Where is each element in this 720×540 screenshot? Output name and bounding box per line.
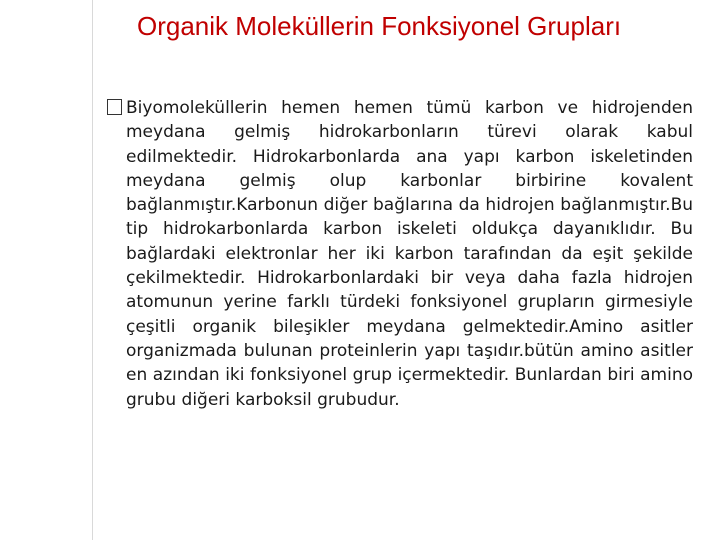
left-divider-line <box>92 0 93 540</box>
slide-title: Organik Moleküllerin Fonksiyonel Grupları <box>137 11 622 41</box>
bullet-paragraph: Biyomoleküllerin hemen hemen tümü karbon ve hidrojenden meydana gelmiş hidrokarbonların türevi olarak kabul edilmektedir. Hidrokarbonlarda ana yapı karbon iskeletinden meydana gelmiş olup karbonlar birbirine kovalent bağlanmıştır.Karbonun diğer bağlarına da hidrojen bağlanmıştır.Bu tip hidrokarbonlarda karbon iskeleti oldukça dayanıklıdır. Bu bağlardaki elektronlar her iki karbon tarafından da eşit şekilde çekilmektedir. Hidrokarbonlardaki bir veya daha fazla hidrojen atomunun yerine farklı türdeki fonksiyonel grupların girmesiyle çeşitli organik bileşikler meydana gelmektedir.Amino asitler organizmada bulunan proteinlerin yapı taşıdır.bütün amino asitler en azından iki fonksiyonel grup içermektedir. Bunlardan biri amino grubu diğeri karboksil grubudur. <box>126 98 693 410</box>
square-bullet-icon <box>107 99 122 115</box>
